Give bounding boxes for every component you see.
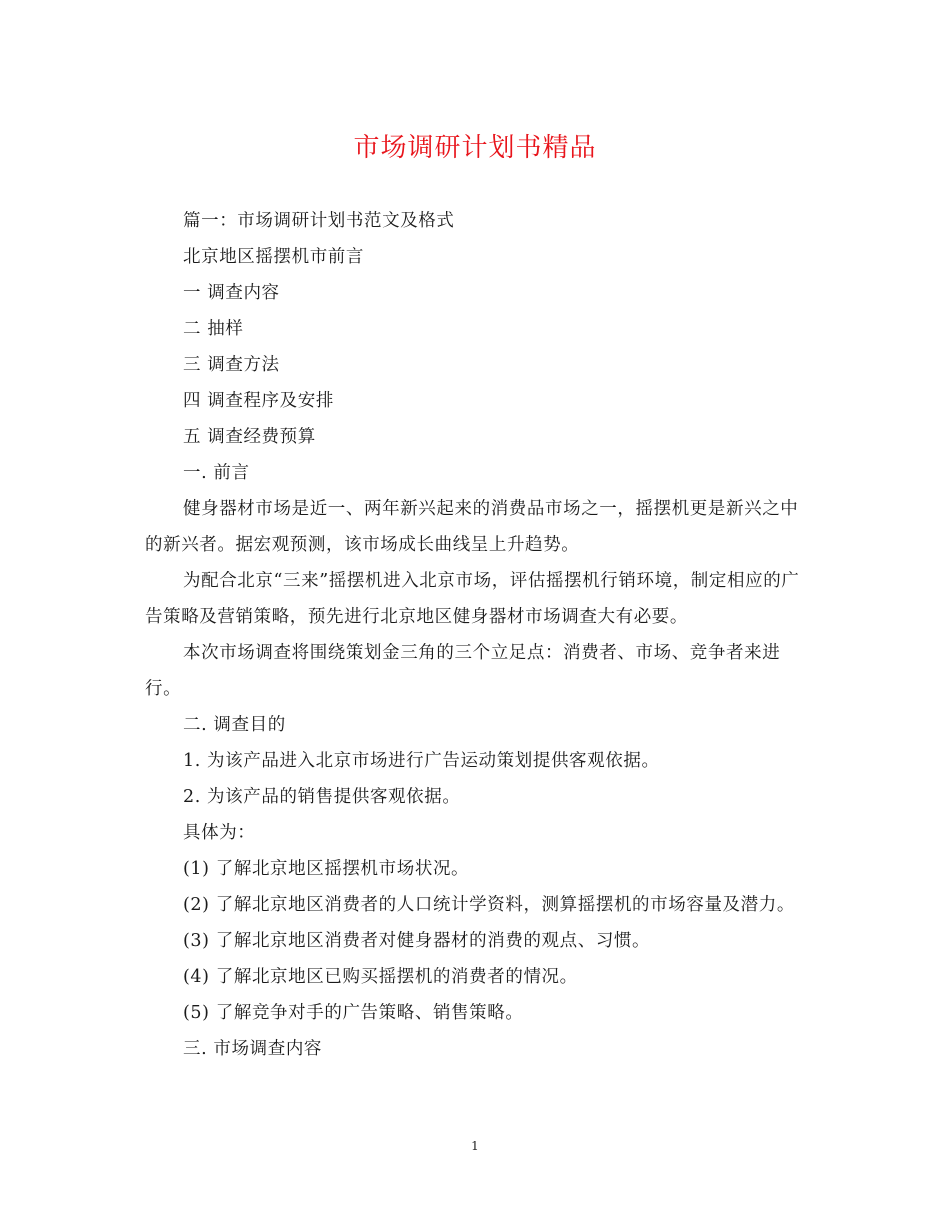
section-heading: 三. 市场调查内容 — [183, 1039, 323, 1059]
document-body — [145, 203, 805, 1067]
paragraph: 北京地区摇摆机市前言 — [183, 247, 364, 267]
paragraph: 三 调查方法 — [183, 355, 280, 375]
paragraph: 健身器材市场是近一、两年新兴起来的消费品市场之一，摇摆机更是新兴之中的新兴者。据宏观预测，该市场成长曲线呈上升趋势。 — [145, 499, 799, 555]
section-heading: 一. 前言 — [183, 463, 250, 483]
paragraph: 篇一：市场调研计划书范文及格式 — [183, 211, 455, 231]
page-number: 1 — [471, 1139, 479, 1153]
paragraph: 本次市场调查将围绕策划金三角的三个立足点：消费者、市场、竞争者来进行。 — [145, 643, 781, 699]
list-item: (2) 了解北京地区消费者的人口统计学资料，测算摇摆机的市场容量及潜力。 — [183, 895, 795, 915]
list-item: (4) 了解北京地区已购买摇摆机的消费者的情况。 — [183, 967, 578, 987]
paragraph: 为配合北京“三来”摇摆机进入北京市场，评估摇摆机行销环境，制定相应的广告策略及营销策略，预先进行北京地区健身器材市场调查大有必要。 — [145, 571, 800, 627]
section-heading: 二. 调查目的 — [183, 715, 286, 735]
list-item: 2. 为该产品的销售提供客观依据。 — [183, 787, 461, 807]
paragraph: 具体为： — [183, 823, 256, 843]
paragraph: 五 调查经费预算 — [183, 427, 316, 447]
document-title: 市场调研计划书精品 — [353, 133, 597, 163]
list-item: (3) 了解北京地区消费者对健身器材的消费的观点、习惯。 — [183, 931, 651, 951]
list-item: (5) 了解竞争对手的广告策略、销售策略。 — [183, 1003, 524, 1023]
list-item: 1. 为该产品进入北京市场进行广告运动策划提供客观依据。 — [183, 751, 660, 771]
list-item: (1) 了解北京地区摇摆机市场状况。 — [183, 859, 470, 879]
paragraph: 二 抽样 — [183, 319, 244, 339]
paragraph: 一 调查内容 — [183, 283, 280, 303]
paragraph: 四 调查程序及安排 — [183, 391, 334, 411]
